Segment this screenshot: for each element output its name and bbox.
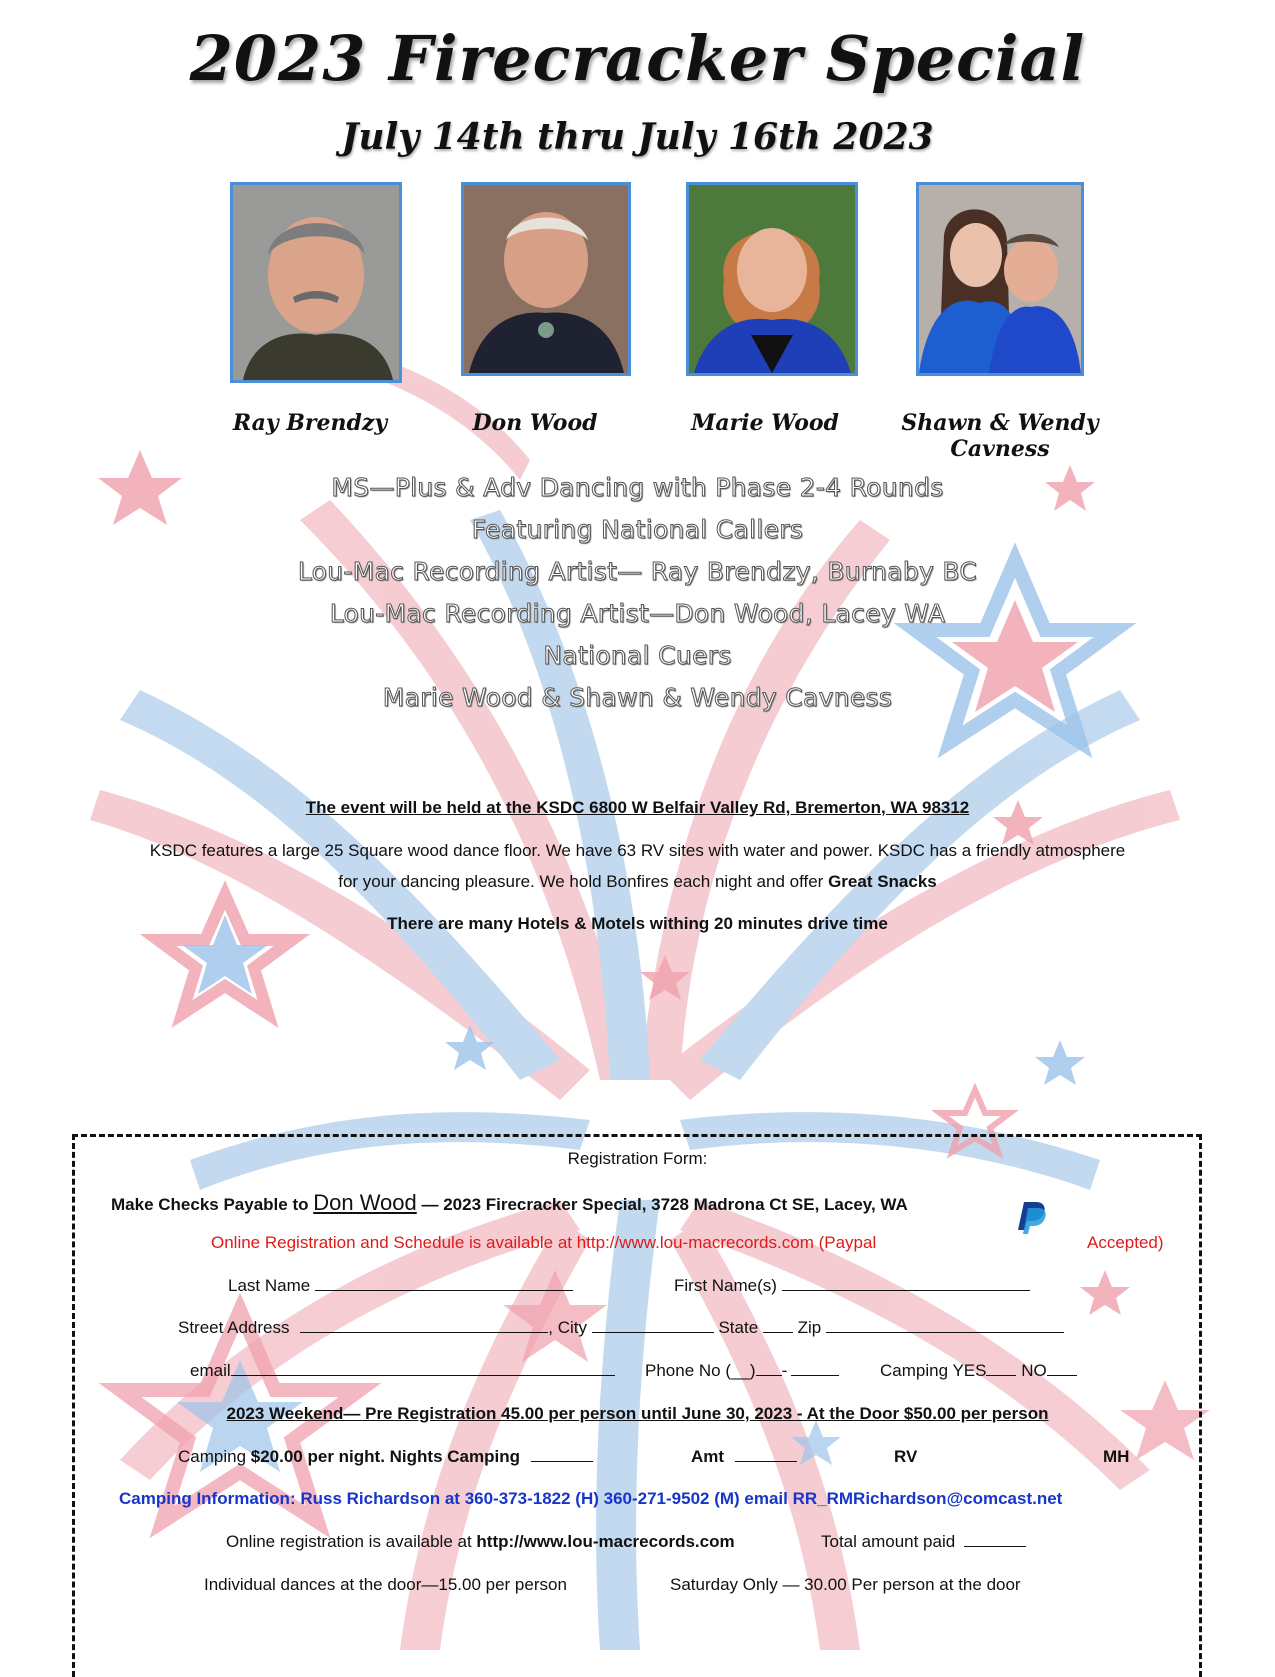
performer-name: Don Wood	[472, 410, 598, 436]
photo-marie-wood	[686, 182, 858, 376]
zip-label: Zip	[797, 1318, 822, 1337]
total-paid-blank[interactable]	[964, 1532, 1026, 1547]
description-text: for your dancing pleasure. We hold Bonfires each night and offer	[338, 872, 829, 891]
feature-line: National Cuers	[543, 641, 732, 670]
camping-pricing-row	[178, 1447, 593, 1467]
first-name-label: First Name(s)	[674, 1276, 777, 1295]
amt-label: Amt	[691, 1447, 725, 1466]
rv-option[interactable]: RV	[894, 1447, 918, 1466]
phone-dash: -	[781, 1361, 788, 1380]
email-label: email	[190, 1361, 231, 1380]
phone-line-blank[interactable]	[791, 1361, 839, 1376]
city-blank[interactable]	[592, 1318, 714, 1333]
feature-line: Featuring National Callers	[471, 515, 804, 544]
checks-address: — 2023 Firecracker Special, 3728 Madrona Ct SE, Lacey, WA	[416, 1195, 908, 1214]
street-blank[interactable]	[300, 1318, 548, 1333]
phone-field[interactable]	[645, 1361, 839, 1381]
camping-price: $20.00 per night. Nights Camping	[246, 1447, 520, 1466]
individual-dance-price: Individual dances at the door—15.00 per person	[204, 1575, 567, 1594]
feature-line: Lou-Mac Recording Artist—Don Wood, Lacey WA	[329, 599, 946, 628]
camping-yes-blank[interactable]	[986, 1361, 1016, 1376]
nights-camping-blank[interactable]	[531, 1447, 593, 1462]
total-paid-label: Total amount paid	[821, 1532, 956, 1551]
paypal-icon	[1000, 1196, 1058, 1236]
performer-name: Ray Brendzy	[232, 410, 388, 436]
mh-option[interactable]: MH	[1103, 1447, 1130, 1466]
camping-no-blank[interactable]	[1047, 1361, 1077, 1376]
state-blank[interactable]	[763, 1318, 793, 1333]
online-registration-red: Online Registration and Schedule is available at http://www.lou-macrecords.com (Paypal	[211, 1233, 877, 1252]
hotels-note: There are many Hotels & Motels withing 20 minutes drive time	[387, 914, 888, 933]
last-name-field[interactable]	[228, 1276, 573, 1296]
total-paid-field[interactable]	[821, 1532, 1026, 1552]
camping-label: Camping	[178, 1447, 247, 1466]
photo-don-wood	[461, 182, 631, 376]
photo-ray-brendzy	[230, 182, 402, 383]
state-label: State	[718, 1318, 759, 1337]
great-snacks-text: Great Snacks	[828, 872, 937, 891]
feature-line: Marie Wood & Shawn & Wendy Cavness	[382, 683, 893, 712]
checks-payable-line	[111, 1190, 908, 1216]
amount-field[interactable]	[691, 1447, 797, 1467]
last-name-blank[interactable]	[315, 1276, 573, 1291]
amt-blank[interactable]	[735, 1447, 797, 1462]
online-reg-prefix: Online registration is available at	[226, 1532, 477, 1551]
phone-prefix-blank[interactable]	[756, 1361, 782, 1376]
zip-blank[interactable]	[826, 1318, 1064, 1333]
online-reg-url[interactable]: http://www.lou-macrecords.com	[476, 1532, 735, 1551]
camping-yes-label: Camping YES	[880, 1361, 987, 1380]
saturday-only-price: Saturday Only — 30.00 Per person at the door	[670, 1575, 1021, 1594]
weekend-pricing: 2023 Weekend— Pre Registration 45.00 per person until June 30, 2023 - At the Door $50.00 per person	[226, 1404, 1049, 1423]
performer-name: Marie Wood	[691, 410, 839, 436]
payee-name: Don Wood	[313, 1190, 417, 1215]
description-line: KSDC features a large 25 Square wood dance floor. We have 63 RV sites with water and power. KSDC has a friendly atmosphere	[149, 841, 1126, 860]
event-title: 2023 Firecracker Special	[189, 22, 1086, 95]
address-row	[178, 1318, 1064, 1338]
camping-no-label: NO	[1021, 1361, 1047, 1380]
paypal-accepted: Accepted)	[1087, 1233, 1164, 1252]
email-field[interactable]	[190, 1361, 615, 1381]
performer-name: Shawn & Wendy Cavness	[901, 410, 1099, 462]
camping-yes-no[interactable]	[880, 1361, 1077, 1381]
last-name-label: Last Name	[228, 1276, 311, 1295]
street-label: Street Address	[178, 1318, 290, 1337]
city-label: , City	[548, 1318, 587, 1337]
email-blank[interactable]	[231, 1361, 615, 1376]
feature-line: Lou-Mac Recording Artist— Ray Brendzy, Burnaby BC	[297, 557, 978, 586]
first-name-blank[interactable]	[782, 1276, 1030, 1291]
photo-shawn-wendy-cavness	[916, 182, 1084, 376]
star-decoration	[1035, 1040, 1085, 1085]
venue-address: The event will be held at the KSDC 6800 W Belfair Valley Rd, Bremerton, WA 98312	[305, 798, 970, 817]
description-line-2	[0, 872, 1275, 892]
event-dates: July 14th thru July 16th 2023	[341, 116, 934, 158]
feature-line: MS—Plus & Adv Dancing with Phase 2-4 Rounds	[331, 473, 944, 502]
checks-prefix: Make Checks Payable to	[111, 1195, 314, 1214]
phone-label: Phone No (__)	[645, 1361, 756, 1380]
first-name-field[interactable]	[674, 1276, 1030, 1296]
online-registration-line	[226, 1532, 735, 1552]
camping-information: Camping Information: Russ Richardson at 360-373-1822 (H) 360-271-9502 (M) email RR_RMRichardson@comcast.net	[119, 1489, 1063, 1508]
form-heading: Registration Form:	[567, 1149, 708, 1168]
